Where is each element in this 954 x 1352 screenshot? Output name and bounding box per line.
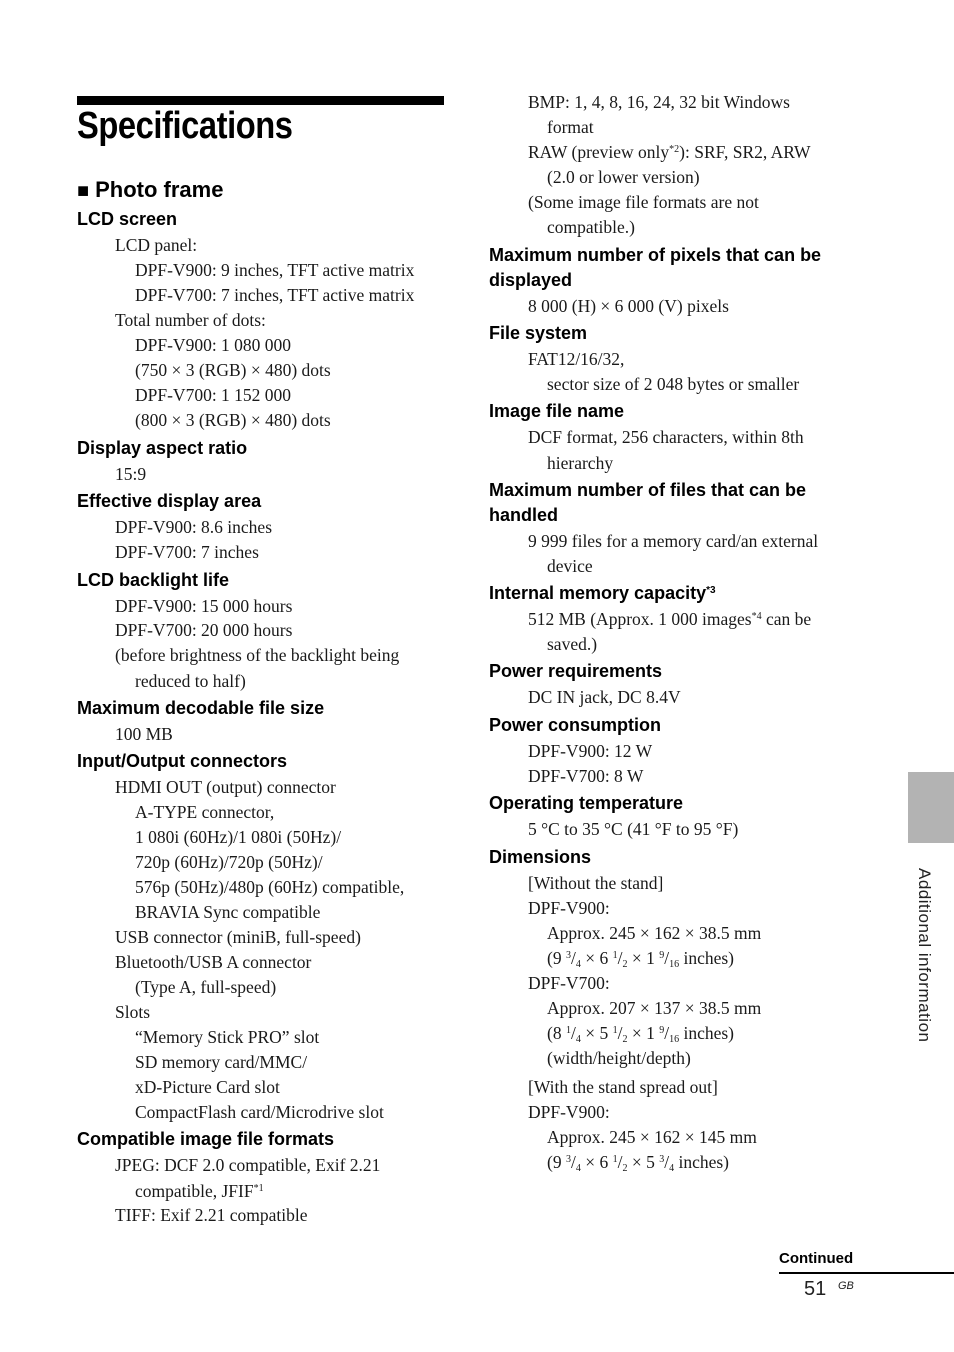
spec-line: 720p (60Hz)/720p (50Hz)/ bbox=[135, 852, 323, 872]
spec-line: saved.) bbox=[547, 634, 598, 654]
spec-text: RAW (preview only bbox=[528, 142, 670, 162]
spec-line: 576p (50Hz)/480p (60Hz) compatible, bbox=[135, 877, 405, 897]
spec-line: DCF format, 256 characters, within 8th bbox=[528, 427, 804, 447]
spec-text: compatible, JFIF bbox=[135, 1181, 254, 1201]
spec-line: LCD panel: bbox=[115, 235, 198, 255]
heading-maximum-decodable-file-size: Maximum decodable file size bbox=[77, 698, 325, 718]
section-title: Photo frame bbox=[95, 177, 224, 202]
spec-line: (Type A, full-speed) bbox=[135, 977, 277, 997]
spec-line: HDMI OUT (output) connector bbox=[115, 777, 336, 797]
side-index-tab bbox=[908, 772, 954, 843]
spec-line: sector size of 2 048 bytes or smaller bbox=[547, 374, 800, 394]
spec-line: 9 999 files for a memory card/an external bbox=[528, 531, 819, 551]
spec-line: (800 × 3 (RGB) × 480) dots bbox=[135, 410, 331, 430]
spec-line: USB connector (miniB, full-speed) bbox=[115, 927, 361, 947]
heading-power-requirements: Power requirements bbox=[489, 661, 663, 681]
spec-line: 100 MB bbox=[115, 724, 173, 744]
section-square-icon: ■ bbox=[77, 180, 90, 202]
spec-line: 5 °C to 35 °C (41 °F to 95 °F) bbox=[528, 819, 739, 839]
heading-compatible-image-file-formats: Compatible image file formats bbox=[77, 1129, 335, 1149]
spec-line: DPF-V700: bbox=[528, 973, 610, 993]
spec-line: SD memory card/MMC/ bbox=[135, 1052, 308, 1072]
page-number: 51 bbox=[804, 1278, 827, 1300]
spec-line-fraction: (8 $^1/_4 \times 5$ $^1/_2 \times 1$ $^9/_{16}$ inches) bbox=[547, 1023, 734, 1045]
spec-line: TIFF: Exif 2.21 compatible bbox=[115, 1205, 308, 1225]
spec-line: xD-Picture Card slot bbox=[135, 1077, 280, 1097]
heading-max-files: Maximum number of files that can be bbox=[489, 480, 807, 500]
spec-line: Bluetooth/USB A connector bbox=[115, 952, 312, 972]
spec-line: DPF-V900: 12 W bbox=[528, 741, 653, 761]
spec-line: DC IN jack, DC 8.4V bbox=[528, 687, 681, 707]
spec-line: Approx. 207 × 137 × 38.5 mm bbox=[547, 998, 762, 1018]
heading-dimensions: Dimensions bbox=[489, 847, 592, 867]
spec-line: DPF-V700: 7 inches, TFT active matrix bbox=[135, 285, 415, 305]
spec-line: BRAVIA Sync compatible bbox=[135, 902, 321, 922]
spec-line bbox=[135, 1179, 264, 1204]
heading-lcd-screen: LCD screen bbox=[77, 209, 178, 229]
spec-line: DPF-V900: bbox=[528, 1102, 610, 1122]
footnote-ref: *1 bbox=[253, 1183, 264, 1194]
heading-max-pixels-cont: displayed bbox=[489, 270, 573, 290]
heading-text: Internal memory capacity bbox=[489, 583, 707, 603]
spec-line: DPF-V700: 8 W bbox=[528, 766, 644, 786]
heading-display-aspect-ratio: Display aspect ratio bbox=[77, 438, 248, 458]
spec-line-fraction: (9 $^3/_4 \times 6$ $^1/_2 \times 5$ $^3/_4$ inches) bbox=[547, 1152, 729, 1174]
footnote-ref: *3 bbox=[706, 585, 716, 596]
heading-operating-temperature: Operating temperature bbox=[489, 793, 684, 813]
spec-line: (width/height/depth) bbox=[547, 1048, 691, 1068]
spec-line: DPF-V700: 7 inches bbox=[115, 542, 259, 562]
heading-lcd-backlight-life: LCD backlight life bbox=[77, 570, 230, 590]
spec-line: DPF-V900: 9 inches, TFT active matrix bbox=[135, 260, 415, 280]
spec-line: “Memory Stick PRO” slot bbox=[135, 1027, 320, 1047]
spec-line: 1 080i (60Hz)/1 080i (50Hz)/ bbox=[135, 827, 342, 847]
heading-power-consumption: Power consumption bbox=[489, 715, 662, 735]
heading-image-file-name: Image file name bbox=[489, 401, 625, 421]
spec-line-fraction: (9 $^3/_4 \times 6$ $^1/_2 \times 1$ $^9/_{16}$ inches) bbox=[547, 948, 734, 970]
spec-line: DPF-V900: 15 000 hours bbox=[115, 596, 293, 616]
heading-file-system: File system bbox=[489, 323, 588, 343]
spec-line: JPEG: DCF 2.0 compatible, Exif 2.21 bbox=[115, 1155, 381, 1175]
spec-line bbox=[528, 607, 811, 632]
page-title: Specifications bbox=[77, 105, 293, 147]
spec-line: DPF-V900: 8.6 inches bbox=[115, 517, 273, 537]
spec-line: Slots bbox=[115, 1002, 151, 1022]
spec-text: 512 MB (Approx. 1 000 images bbox=[528, 609, 752, 629]
spec-line: (Some image file formats are not bbox=[528, 192, 759, 212]
spec-line: compatible.) bbox=[547, 217, 635, 237]
spec-line: device bbox=[547, 556, 593, 576]
spec-line: 15:9 bbox=[115, 464, 147, 484]
spec-line: Approx. 245 × 162 × 38.5 mm bbox=[547, 923, 762, 943]
side-label: Additional information bbox=[915, 868, 934, 1043]
spec-line: DPF-V900: 1 080 000 bbox=[135, 335, 292, 355]
spec-line: [With the stand spread out] bbox=[528, 1077, 718, 1097]
spec-text: ): SRF, SR2, ARW bbox=[679, 142, 811, 162]
spec-line: DPF-V700: 20 000 hours bbox=[115, 620, 293, 640]
page-region-code: GB bbox=[838, 1280, 854, 1292]
spec-line: DPF-V900: bbox=[528, 898, 610, 918]
heading-input-output-connectors: Input/Output connectors bbox=[77, 751, 287, 771]
spec-line: Total number of dots: bbox=[115, 310, 266, 330]
spec-line: (before brightness of the backlight being bbox=[115, 645, 400, 665]
spec-line: FAT12/16/32, bbox=[528, 349, 625, 369]
heading-effective-display-area: Effective display area bbox=[77, 491, 262, 511]
heading-max-pixels: Maximum number of pixels that can be bbox=[489, 245, 822, 265]
continued-label: Continued bbox=[779, 1250, 854, 1267]
spec-line: A-TYPE connector, bbox=[135, 802, 275, 822]
footnote-ref: *2 bbox=[669, 144, 680, 155]
spec-line: (750 × 3 (RGB) × 480) dots bbox=[135, 360, 331, 380]
spec-line: DPF-V700: 1 152 000 bbox=[135, 385, 292, 405]
spec-line bbox=[528, 140, 811, 165]
spec-line: BMP: 1, 4, 8, 16, 24, 32 bit Windows bbox=[528, 92, 790, 112]
spec-line: hierarchy bbox=[547, 453, 614, 473]
heading-internal-memory-capacity bbox=[489, 581, 716, 606]
spec-line: CompactFlash card/Microdrive slot bbox=[135, 1102, 384, 1122]
spec-line: reduced to half) bbox=[135, 671, 246, 691]
heading-max-files-cont: handled bbox=[489, 505, 559, 525]
spec-text: can be bbox=[761, 609, 812, 629]
spec-line: 8 000 (H) × 6 000 (V) pixels bbox=[528, 296, 729, 316]
spec-line: format bbox=[547, 117, 594, 137]
spec-line: Approx. 245 × 162 × 145 mm bbox=[547, 1127, 757, 1147]
spec-line: [Without the stand] bbox=[528, 873, 664, 893]
spec-line: (2.0 or lower version) bbox=[547, 167, 700, 187]
footer-rule bbox=[779, 1272, 954, 1274]
footnote-ref: *4 bbox=[751, 611, 762, 622]
section-heading-photo-frame bbox=[77, 175, 223, 206]
